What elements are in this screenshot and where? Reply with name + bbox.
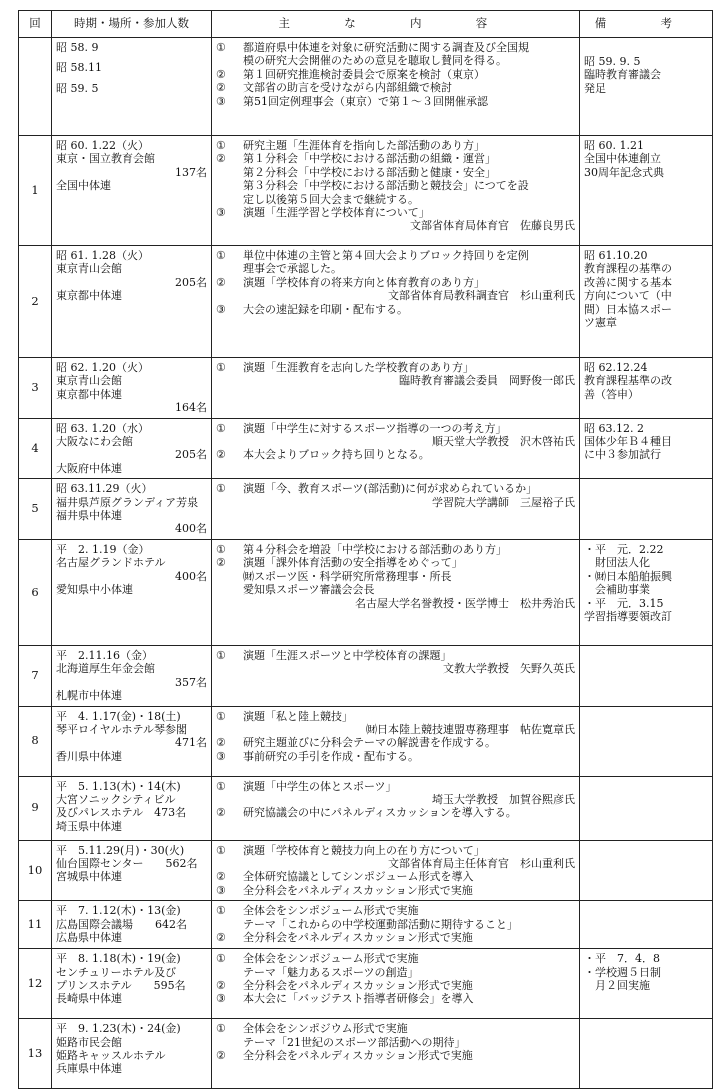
- content-line: [216, 166, 575, 179]
- content-text: 全分科会をパネルディスカッション形式で実施: [243, 1048, 473, 1062]
- table-row: [19, 901, 713, 949]
- content-cell: [212, 706, 580, 776]
- time-place-line: 昭 58. 9: [56, 41, 99, 54]
- notes-line: 昭 61.10.20: [584, 249, 648, 262]
- item-marker: ①: [216, 952, 226, 966]
- content-line: [216, 543, 575, 556]
- content-line: [216, 750, 575, 763]
- time-place-line: 宮城県中体連: [56, 870, 122, 884]
- time-place-line: 357名: [175, 675, 207, 689]
- item-marker: ②: [216, 930, 226, 944]
- item-marker: ②: [216, 448, 226, 462]
- time-place-line: 福井県芦原グランディア芳泉: [56, 495, 199, 509]
- notes-line: 方向について（中: [584, 289, 672, 303]
- content-text: 埼玉大学教授 加賀谷熙彦氏: [432, 792, 575, 806]
- content-line: [216, 870, 575, 883]
- content-text: 研究主題並びに分科会テーマの解説書を作成する。: [243, 736, 496, 750]
- content-cell: [212, 246, 580, 358]
- content-cell: [212, 645, 580, 706]
- notes-line: 国体少年Ｂ４種目: [584, 435, 672, 449]
- item-marker: ①: [216, 542, 226, 556]
- time-place-line: 長崎県中体連: [56, 992, 122, 1006]
- content-text: ㈶スポーツ医・科学研究所常務理事・所長: [243, 569, 452, 583]
- content-cell: [212, 136, 580, 246]
- content-text: 愛知県スポーツ審議会会長: [243, 583, 375, 597]
- time-place-line: 仙台国際センター 562名: [56, 856, 198, 870]
- time-place-cell: [52, 358, 212, 419]
- row-number: 4: [19, 418, 52, 479]
- content-cell: [212, 776, 580, 840]
- time-place-line: 大阪なにわ会館: [56, 435, 133, 449]
- time-place-line: 平 5.11.29(月)・30(火): [56, 843, 185, 857]
- content-cell: [212, 479, 580, 540]
- content-line: [216, 81, 575, 94]
- notes-line: ツ憲章: [584, 316, 617, 330]
- content-line: [216, 206, 575, 219]
- item-marker: ①: [216, 843, 226, 857]
- time-place-cell: [52, 479, 212, 540]
- time-place-line: 埼玉県中体連: [56, 819, 122, 833]
- content-text: 第１回研究推進検討委員会で原案を検討（東京）: [243, 67, 485, 81]
- row-number: 2: [19, 246, 52, 358]
- content-text: 文部省の助言を受けながら内部組織で検討: [243, 81, 452, 95]
- content-line: [216, 918, 575, 931]
- time-place-line: 香川県中体連: [56, 749, 122, 763]
- time-place-cell: [52, 136, 212, 246]
- item-marker: ①: [216, 249, 226, 262]
- time-place-line: プリンスホテル 595名: [56, 978, 186, 992]
- time-place-line: 400名: [175, 522, 207, 536]
- notes-cell: [580, 949, 713, 1019]
- content-text: 本大会に「バッジテスト指導者研修会」を導入: [243, 992, 474, 1006]
- time-place-line: 平 4. 1.17(金)・18(土): [56, 709, 181, 723]
- notes-cell: [580, 418, 713, 479]
- content-cell: [212, 38, 580, 136]
- item-marker: ③: [216, 94, 226, 108]
- time-place-line: 平 7. 1.12(木)・13(金): [56, 904, 181, 918]
- time-place-line: 平 5. 1.13(木)・14(木): [56, 779, 181, 793]
- item-marker: ①: [216, 709, 226, 723]
- content-text: 文教大学教授 矢野久英氏: [443, 662, 575, 676]
- content-text: 順天堂大学教授 沢木啓祐氏: [432, 435, 575, 449]
- content-cell: [212, 539, 580, 645]
- notes-cell: [580, 1019, 713, 1089]
- row-number: 12: [19, 949, 52, 1019]
- table-row: [19, 479, 713, 540]
- content-line: [216, 361, 575, 374]
- content-text: 定し以後第５回大会まで継続する。: [243, 192, 419, 206]
- time-place-line: 東京青山会館: [56, 374, 122, 388]
- time-place-line: 昭 60. 1.22（火）: [56, 139, 149, 152]
- content-cell: [212, 1019, 580, 1089]
- content-text: 全分科会をパネルディスカッション形式で実施: [243, 930, 473, 944]
- row-number: 10: [19, 840, 52, 901]
- time-place-line: [56, 75, 207, 82]
- notes-line: 昭 59. 9. 5: [584, 55, 641, 68]
- time-place-cell: [52, 706, 212, 776]
- time-place-line: 205名: [175, 448, 207, 462]
- notes-line: 間）日本協スポー: [584, 302, 672, 316]
- content-text: 全分科会をパネルディスカッション形式で実施: [243, 978, 473, 992]
- time-place-line: 東京・国立教育会館: [56, 152, 155, 166]
- content-text: 全体研究協議としてシンポジューム形式を導入: [243, 870, 474, 884]
- time-place-line: 全国中体連: [56, 179, 111, 193]
- content-line: [216, 422, 575, 435]
- content-line: [216, 435, 575, 448]
- content-cell: [212, 840, 580, 901]
- notes-line: ・平 7．4．8: [584, 952, 660, 966]
- content-text: 全体会をシンポジウム形式で実施: [243, 1022, 408, 1036]
- content-text: 第１分科会「中学校における部活動の組織・運営」: [243, 152, 496, 166]
- item-marker: ③: [216, 206, 226, 220]
- content-text: 第２分科会「中学校における部活動と健康・安全」: [243, 165, 496, 179]
- notes-line: 全国中体連創立: [584, 152, 661, 166]
- content-text: テーマ「魅力あるスポーツの創造」: [243, 965, 419, 979]
- item-marker: ③: [216, 883, 226, 897]
- item-marker: ①: [216, 421, 226, 435]
- content-line: [216, 219, 575, 232]
- notes-line: 改善に関する基本: [584, 275, 672, 289]
- notes-line: ・㈶日本船舶振興: [584, 569, 672, 583]
- time-place-line: 昭 59. 5: [56, 81, 99, 95]
- notes-cell: [580, 479, 713, 540]
- time-place-line: 205名: [175, 275, 207, 289]
- time-place-cell: [52, 840, 212, 901]
- content-line: [216, 662, 575, 675]
- content-text: 演題「中学生に対するスポーツ指導の一つの考え方」: [243, 421, 507, 435]
- table-row: [19, 645, 713, 706]
- time-place-line: 大宮ソニックシティビル: [56, 792, 176, 806]
- content-line: [216, 482, 575, 495]
- table-row: [19, 840, 713, 901]
- time-place-line: 東京都中体連: [56, 387, 122, 401]
- content-line: [216, 374, 575, 387]
- content-line: [216, 303, 575, 316]
- content-line: [216, 556, 575, 569]
- time-place-line: 姫路市民会館: [56, 1035, 122, 1049]
- item-marker: ②: [216, 275, 226, 289]
- table-row: [19, 358, 713, 419]
- notes-cell: [580, 776, 713, 840]
- content-text: 演題「生涯学習と学校体育について」: [243, 206, 430, 220]
- time-place-line: 471名: [175, 736, 207, 750]
- item-marker: ②: [216, 870, 226, 884]
- header-content: 主 な 内 容: [212, 11, 580, 38]
- notes-line: 月２回実施: [584, 978, 650, 992]
- notes-line: 発足: [584, 81, 606, 95]
- notes-line: 昭 60. 1.21: [584, 139, 644, 152]
- time-place-line: 名古屋グランドホテル: [56, 556, 166, 570]
- time-place-line: 姫路キャッスルホテル: [56, 1048, 166, 1062]
- content-text: 学習院大学講師 三屋裕子氏: [432, 495, 575, 509]
- content-line: [216, 884, 575, 897]
- item-marker: ①: [216, 904, 226, 918]
- table-row: [19, 706, 713, 776]
- time-place-line: 平 9. 1.23(木)・24(金): [56, 1022, 181, 1036]
- content-line: [216, 262, 575, 275]
- content-text: 研究協議会の中にパネルディスカッションを導入する。: [243, 806, 517, 820]
- content-text: 演題「学校体育と競技力向上の在り方について」: [243, 843, 485, 857]
- content-text: 第４分科会を増設「中学校における部活動のあり方」: [243, 542, 507, 556]
- time-place-cell: [52, 418, 212, 479]
- content-line: [216, 1049, 575, 1062]
- time-place-line: 大阪府中体連: [56, 461, 122, 475]
- content-line: [216, 806, 575, 819]
- notes-cell: [580, 901, 713, 949]
- table-row: [19, 776, 713, 840]
- item-marker: ③: [216, 992, 226, 1006]
- time-place-line: 札幌市中体連: [56, 689, 122, 703]
- notes-cell: [580, 136, 713, 246]
- notes-line: 善（答申）: [584, 387, 639, 401]
- item-marker: ①: [216, 648, 226, 662]
- content-line: [216, 952, 575, 965]
- content-line: [216, 496, 575, 509]
- content-text: 名古屋大学名誉教授・医学博士 松井秀治氏: [355, 596, 575, 610]
- time-place-line: 広島国際会議場 642名: [56, 917, 187, 931]
- content-text: 理事会で承認した。: [243, 262, 342, 276]
- content-line: [216, 780, 575, 793]
- time-place-line: 平 8. 1.18(木)・19(金): [56, 952, 181, 966]
- row-number: 13: [19, 1019, 52, 1089]
- notes-line: 臨時教育審議会: [584, 68, 661, 82]
- time-place-line: 昭 58.11: [56, 61, 102, 75]
- content-text: 全体会をシンポジューム形式で実施: [243, 904, 419, 918]
- item-marker: ①: [216, 779, 226, 793]
- item-marker: ②: [216, 67, 226, 81]
- history-table: [18, 10, 713, 1089]
- header-row: [19, 11, 713, 38]
- time-place-line: 東京都中体連: [56, 289, 122, 303]
- notes-line: 教育課程基準の改: [584, 374, 672, 388]
- notes-line: [584, 41, 708, 48]
- content-text: 模の研究大会開催のための意見を聴取し賛同を得る。: [243, 54, 507, 68]
- content-line: [216, 844, 575, 857]
- notes-cell: [580, 645, 713, 706]
- content-text: テーマ「これからの中学校運動部活動に期待すること」: [243, 917, 518, 931]
- content-line: [216, 448, 575, 461]
- content-text: 演題「学校体育の将来方向と体育教育のあり方」: [243, 275, 485, 289]
- notes-line: 昭 62.12.24: [584, 361, 648, 374]
- notes-cell: [580, 246, 713, 358]
- item-marker: ③: [216, 749, 226, 763]
- content-text: 演題「生涯教育を志向した学校教育のあり方」: [243, 361, 474, 374]
- content-text: 臨時教育審議会委員 岡野俊一郎氏: [399, 374, 575, 388]
- row-number: [19, 38, 52, 136]
- time-place-cell: [52, 901, 212, 949]
- item-marker: ②: [216, 736, 226, 750]
- notes-line: ・学校週５日制: [584, 965, 661, 979]
- notes-cell: [580, 539, 713, 645]
- header-notes: 備 考: [580, 11, 713, 38]
- content-text: 文部省体育局主任体育官 杉山重利氏: [388, 856, 575, 870]
- content-line: [216, 249, 575, 262]
- time-place-line: 164名: [175, 401, 207, 415]
- notes-line: 会補助事業: [584, 583, 650, 597]
- time-place-cell: [52, 1019, 212, 1089]
- content-text: 事前研究の手引を作成・配布する。: [243, 749, 419, 763]
- content-text: 文部省体育局教科調査官 杉山重利氏: [388, 289, 575, 303]
- notes-line: ・平 元．3.15: [584, 596, 664, 610]
- table-row: [19, 38, 713, 136]
- content-line: [216, 966, 575, 979]
- time-place-cell: [52, 38, 212, 136]
- content-line: [216, 54, 575, 67]
- time-place-cell: [52, 246, 212, 358]
- item-marker: ①: [216, 482, 226, 496]
- table-row: [19, 136, 713, 246]
- table-row: [19, 1019, 713, 1089]
- content-text: 第３分科会「中学校における部活動と競技会」につてを設: [243, 179, 529, 193]
- content-line: [216, 95, 575, 108]
- header-no: 回: [19, 11, 52, 38]
- content-line: [216, 41, 575, 54]
- notes-line: 学習指導要領改訂: [584, 609, 672, 623]
- content-text: 演題「私と陸上競技」: [243, 709, 353, 723]
- content-cell: [212, 949, 580, 1019]
- content-line: [216, 710, 575, 723]
- table-body: [19, 38, 713, 1089]
- time-place-line: 昭 63.11.29（火）: [56, 482, 153, 496]
- item-marker: ②: [216, 81, 226, 95]
- content-text: 都道府県中体連を対象に研究活動に関する調査及び全国規: [243, 41, 529, 54]
- notes-cell: [580, 840, 713, 901]
- item-marker: ②: [216, 556, 226, 570]
- time-place-line: [56, 54, 207, 61]
- table-row: [19, 246, 713, 358]
- notes-line: 30周年記念式典: [584, 165, 664, 179]
- content-line: [216, 931, 575, 944]
- content-text: 単位中体連の主管と第４回大会よりブロック持回りを定例: [243, 249, 529, 262]
- content-line: [216, 992, 575, 1005]
- notes-cell: [580, 706, 713, 776]
- table-row: [19, 418, 713, 479]
- notes-cell: [580, 38, 713, 136]
- item-marker: ①: [216, 41, 226, 54]
- row-number: 1: [19, 136, 52, 246]
- item-marker: ②: [216, 978, 226, 992]
- table-row: [19, 949, 713, 1019]
- content-line: [216, 583, 575, 596]
- time-place-line: 昭 62. 1.20（火）: [56, 361, 149, 374]
- content-line: [216, 139, 575, 152]
- row-number: 11: [19, 901, 52, 949]
- item-marker: ①: [216, 1022, 226, 1036]
- item-marker: ①: [216, 361, 226, 374]
- content-line: [216, 793, 575, 806]
- notes-line: ・平 元．2.22: [584, 542, 664, 556]
- time-place-line: 昭 63. 1.20（水）: [56, 421, 149, 435]
- row-number: 6: [19, 539, 52, 645]
- header-time-place: 時期・場所・参加人数: [52, 11, 212, 38]
- content-line: [216, 570, 575, 583]
- content-line: [216, 904, 575, 917]
- time-place-line: 昭 61. 1.28（火）: [56, 249, 149, 262]
- content-text: 研究主題「生涯体育を指向した部活動のあり方」: [243, 139, 485, 152]
- content-text: 演題「中学生の体とスポーツ」: [243, 779, 397, 793]
- time-place-cell: [52, 539, 212, 645]
- notes-line: 教育課程の基準の: [584, 262, 672, 276]
- content-text: 演題「今、教育スポーツ(部活動)に何が求められているか」: [243, 482, 538, 496]
- content-text: 全体会をシンポジューム形式で実施: [243, 952, 419, 966]
- time-place-line: 東京青山会館: [56, 262, 122, 276]
- content-text: 演題「生涯スポーツと中学校体育の課題」: [243, 648, 452, 662]
- row-number: 3: [19, 358, 52, 419]
- time-place-line: 北海道厚生年金会館: [56, 662, 155, 676]
- notes-line: 昭 63.12. 2: [584, 421, 644, 435]
- content-line: [216, 276, 575, 289]
- notes-line: 財団法人化: [584, 556, 650, 570]
- time-place-cell: [52, 949, 212, 1019]
- content-text: 第51回定例理事会（東京）で第１～３回開催承認: [243, 94, 488, 108]
- time-place-line: 兵庫県中体連: [56, 1062, 122, 1076]
- content-line: [216, 179, 575, 192]
- content-line: [216, 979, 575, 992]
- time-place-line: 福井県中体連: [56, 509, 122, 523]
- content-cell: [212, 358, 580, 419]
- time-place-line: センチュリーホテル及び: [56, 965, 177, 979]
- item-marker: ②: [216, 1048, 226, 1062]
- time-place-line: 愛知県中小体連: [56, 583, 133, 597]
- item-marker: ②: [216, 806, 226, 820]
- content-text: ㈶日本陸上競技連盟専務理事 帖佐寛章氏: [366, 722, 575, 736]
- content-line: [216, 649, 575, 662]
- item-marker: ③: [216, 302, 226, 316]
- content-line: [216, 736, 575, 749]
- time-place-line: 琴平ロイヤルホテル琴参閣: [56, 722, 188, 736]
- row-number: 7: [19, 645, 52, 706]
- content-line: [216, 289, 575, 302]
- time-place-line: 137名: [175, 165, 207, 179]
- time-place-cell: [52, 645, 212, 706]
- notes-line: [584, 48, 708, 55]
- notes-cell: [580, 358, 713, 419]
- row-number: 5: [19, 479, 52, 540]
- content-text: 本大会よりブロック持ち回りとなる。: [243, 448, 430, 462]
- time-place-cell: [52, 776, 212, 840]
- content-line: [216, 68, 575, 81]
- time-place-line: 広島県中体連: [56, 930, 122, 944]
- content-text: 演題「課外体育活動の安全指導をめぐって」: [243, 556, 463, 570]
- content-text: 大会の速記録を印刷・配布する。: [243, 302, 408, 316]
- time-place-line: 平 2. 1.19（金）: [56, 542, 150, 556]
- content-line: [216, 723, 575, 736]
- row-number: 8: [19, 706, 52, 776]
- time-place-line: 400名: [175, 569, 207, 583]
- table-row: [19, 539, 713, 645]
- row-number: 9: [19, 776, 52, 840]
- item-marker: ②: [216, 152, 226, 166]
- item-marker: ①: [216, 139, 226, 152]
- content-line: [216, 152, 575, 165]
- content-line: [216, 1022, 575, 1035]
- content-text: 全分科会をパネルディスカッション形式で実施: [243, 883, 473, 897]
- time-place-line: 及びパレスホテル 473名: [56, 806, 187, 820]
- content-cell: [212, 418, 580, 479]
- content-cell: [212, 901, 580, 949]
- content-line: [216, 193, 575, 206]
- content-line: [216, 1036, 575, 1049]
- content-line: [216, 597, 575, 610]
- time-place-line: 平 2.11.16（金）: [56, 648, 153, 662]
- content-text: テーマ「21世紀のスポーツ部活動への期待」: [243, 1035, 466, 1049]
- notes-line: に中３参加試行: [584, 448, 661, 462]
- content-line: [216, 857, 575, 870]
- content-text: 文部省体育局体育官 佐藤良男氏: [410, 219, 575, 233]
